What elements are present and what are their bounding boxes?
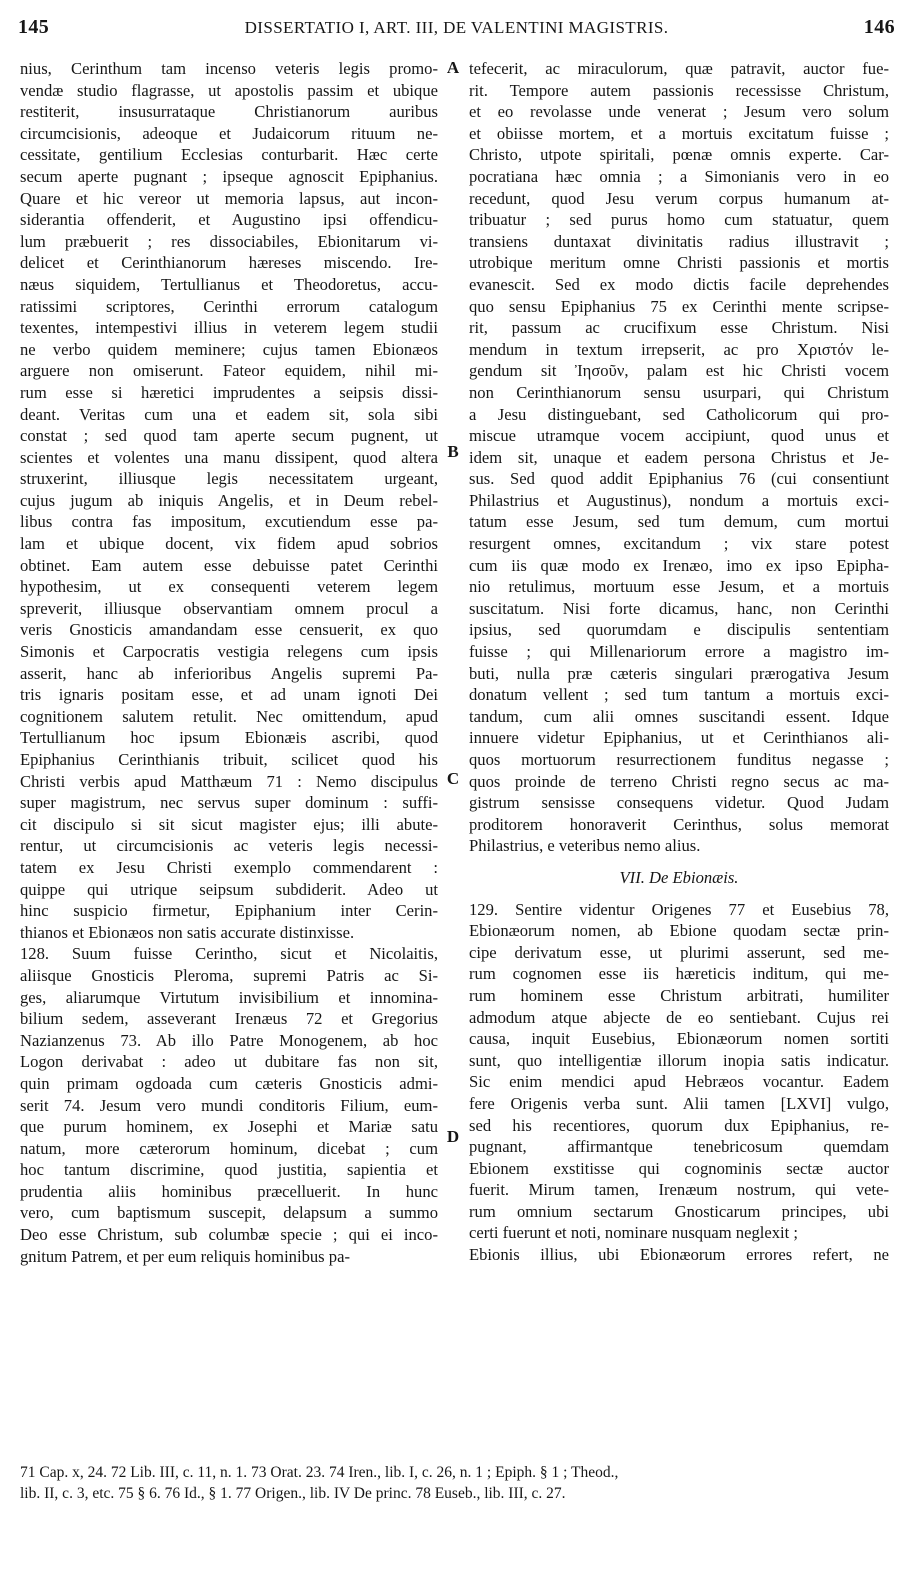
right-column-line: suscitatum. Nisi forte dicamus, hanc, non Cerinthi <box>469 598 889 618</box>
left-column-line: 128. Suum fuisse Cerintho, sicut et Nicolaitis, <box>20 944 438 964</box>
margin-letter-a: A <box>446 58 460 77</box>
right-column-line: pocratiana hæc omnia ; a Simonianis vero in eo <box>469 166 889 186</box>
left-column-line: vero, cum baptismum suscepit, delapsum a summo <box>20 1203 438 1223</box>
left-column-line: natum, more cæterorum hominum, dicebat ; cum <box>20 1138 438 1158</box>
right-column-line: donatum vellent ; sed tum tantum a mortuis exci- <box>469 685 889 705</box>
section-gap <box>469 857 889 867</box>
section-heading: VII. De Ebionæis. <box>619 867 739 887</box>
left-column-line: cessitate, gentilium Ecclesias conturbarit. Hæc certe <box>20 145 438 165</box>
margin-letter-d: D <box>446 1127 460 1146</box>
left-column-line: secum aperte pugnant ; ipseque agnoscit Epiphanius. <box>20 166 438 186</box>
left-column-line: que purum hominem, ex Josephi et Mariæ satu <box>20 1117 438 1137</box>
left-column-line: ne verbo quidem meminere; cujus tamen Ebionæos <box>20 339 438 359</box>
margin-letter-b: B <box>447 442 459 461</box>
right-column-line: mendum in textum irrepserit, ac pro Χριστόν le- <box>469 339 889 359</box>
right-column-line: cipe derivatum esse, ut plurimi asserunt, sed me- <box>469 942 889 962</box>
right-column-line: evanescit. Sed ex modo dictis facile deprehendes <box>469 274 889 294</box>
right-column-line: certi fuerunt et noti, nominare nusquam neglexit ; <box>469 1223 799 1243</box>
left-column-line: serit 74. Jesum vero mundi conditoris Filium, eum- <box>20 1095 438 1115</box>
running-title: DISSERTATIO I, ART. III, DE VALENTINI MAGISTRIS. <box>244 18 669 37</box>
right-column <box>469 58 889 1266</box>
left-column-line: hypothesim, ut ex consequenti veterem legem <box>20 577 438 597</box>
left-column-line: veris Gnosticis amandandam esse censuerit, ex quo <box>20 620 438 640</box>
right-column-line: rum omnium sectarum Gnosticarum principes, ubi <box>469 1201 889 1221</box>
left-column-line: Tertullianum hoc ipsum Ebionæis ascribi, quod <box>20 728 438 748</box>
left-column-line: delicet et Cerinthianorum hæreses miscendo. Ire- <box>20 253 438 273</box>
right-column-line: rum cognomen esse iis hæreticis inditum, qui me- <box>469 964 889 984</box>
right-column-line: fuerit. Mirum tamen, Irenæum nostrum, qui vete- <box>469 1180 889 1200</box>
left-column-line: hoc tantum discrimine, quod justitia, sapientia et <box>20 1160 438 1180</box>
right-column-line: causa, inquit Eusebius, Ebionæorum nomen sortiti <box>469 1029 889 1049</box>
right-column-line: quos proinde de terreno Christi regno secus ac ma- <box>469 771 889 791</box>
left-column-line: lam et ubique docent, vix fidem apud sobrios <box>20 534 438 554</box>
left-column-line: texentes, intempestivi illius in veterem legem studii <box>20 318 438 338</box>
footnotes <box>20 1462 893 1504</box>
left-column-line: tatem ex Jesu Christi exemplo commendarent : <box>20 857 438 877</box>
right-column-line: et obiisse mortem, et a mortuis excitatum fuisse ; <box>469 123 889 143</box>
left-column <box>20 58 438 1267</box>
left-column-line: quippe qui utrique seipsum subdiderit. Adeo ut <box>20 879 438 899</box>
right-column-line: sunt, quo intelligentiæ illorum inopia satis indicatur. <box>469 1050 889 1070</box>
right-column-line: pugnant, affirmantque tenebricosum quemdam <box>469 1137 889 1157</box>
page-header <box>18 16 895 44</box>
left-column-line: prudentia aliis hominibus præcelluerit. In hunc <box>20 1181 438 1201</box>
right-column-line: Ebionem exstitisse qui cognominis sectæ auctor <box>469 1158 889 1178</box>
left-column-line: ratissimi scriptores, Cerinthi errorum catalogum <box>20 296 438 316</box>
left-column-line: Logon derivabat : adeo ut dubitare fas non sit, <box>20 1052 438 1072</box>
left-column-line: siderantia offenderit, et Augustino ipsi offendicu- <box>20 210 438 230</box>
left-column-line: cujus jugum ab iniquis Angelis, et in Deum rebel- <box>20 490 438 510</box>
right-column-line: a Jesu distinguebant, sed Catholicorum qui pro- <box>469 404 889 424</box>
section-gap <box>469 889 889 899</box>
right-column-line: quo sensu Epiphanius 75 ex Cerinthi mente scripse- <box>469 296 889 316</box>
right-column-line: miscue utramque vocem accipiunt, quod unus et <box>469 426 889 446</box>
right-column-line: Philastrius et Augustinus), nondum a mortuis exci- <box>469 490 889 510</box>
left-column-line: Quare et hic vereor ut memoria lapsus, aut incon- <box>20 188 438 208</box>
right-column-line: fere Origenis verba sunt. Alii tamen [LXVI] vulgo, <box>469 1093 889 1113</box>
left-column-line: gnitum Patrem, et per eum reliquis hominibus pa- <box>20 1246 350 1266</box>
left-column-line: nius, Cerinthum tam incenso veteris legis promo- <box>20 59 438 78</box>
right-column-line: cum iis quæ modo ex Irenæo, imo ex ipso Epipha- <box>469 555 889 575</box>
left-column-line: quin primam ogdoada cum cæteris Gnosticis admi- <box>20 1073 438 1093</box>
left-column-line: struxerint, illiusque legis necessitatem urgeant, <box>20 469 438 489</box>
right-column-line: tribuatur ; sed purus homo cum statuatur, quem <box>469 210 889 230</box>
right-column-line: gendum sit Ἰησοῦν, palam est hic Christi vocem <box>469 361 889 381</box>
left-column-line: cognitionem salutem retulit. Nec omittendum, apud <box>20 706 438 726</box>
left-column-line: tris ignaris positam esse, et ad unam ignoti Dei <box>20 685 438 705</box>
left-column-line: obtinet. Eam autem esse debuisse patet Cerinthi <box>20 555 438 575</box>
left-column-line: constat ; sed quod tam aperte secum pugnent, ut <box>20 426 438 446</box>
right-column-line: buti, nulla præ cæteris singulari prærogativa Jesum <box>469 663 889 683</box>
footnote-line: 71 Cap. x, 24. 72 Lib. III, c. 11, n. 1. 73 Orat. 23. 74 Iren., lib. I, c. 26, n. 1 ; Epiph. § 1 ; Theod., <box>20 1464 619 1481</box>
right-column-line: sus. Sed quod addit Epiphanius 76 (cui consentiunt <box>469 469 889 489</box>
right-column-line: rit. Tempore autem passionis recessisse Christum, <box>469 80 889 100</box>
right-column-line: admodum atque abjecte de eo sentiebant. Cujus rei <box>469 1007 889 1027</box>
right-column-line: Philastrius, e veteribus nemo alius. <box>469 836 701 856</box>
right-column-line: Ebionis illius, ubi Ebionæorum errores refert, ne <box>469 1245 889 1265</box>
left-column-line: thianos et Ebionæos non satis accurate distinxisse. <box>20 922 355 942</box>
right-column-line: resurgent omnes, excitandum ; vix stare potest <box>469 534 889 554</box>
footnote-line: lib. II, c. 3, etc. 75 § 6. 76 Id., § 1. 77 Origen., lib. IV De princ. 78 Euseb., lib. III, c. 27. <box>20 1485 566 1502</box>
left-column-line: libus contra fas impositum, excutiendum esse pa- <box>20 512 438 532</box>
left-column-line: ges, aliarumque Virtutum invisibilium et innomina- <box>20 987 438 1007</box>
right-column-line: rum hominem esse Christum arbitrati, humiliter <box>469 985 889 1005</box>
left-column-line: deant. Veritas cum una et eadem sit, sola sibi <box>20 404 438 424</box>
left-column-line: cit discipulo si sit sicut magister ejus; illi abute- <box>20 814 438 834</box>
right-column-line: ipsius, sed quorumdam e discipulis sententiam <box>469 620 889 640</box>
right-column-line: fuisse ; qui Millenariorum errore a magistro im- <box>469 642 889 662</box>
left-column-line: scientes et volentes una manu dissipent, quod altera <box>20 447 438 467</box>
left-column-line: circumcisionis, adeoque et Judaicorum rituum ne- <box>20 123 438 143</box>
right-column-line: gistrum sensisse consequens videtur. Quod Judam <box>469 793 889 813</box>
right-column-line: quos mortuorum resurrectionem funditus negasse ; <box>469 750 889 769</box>
left-column-line: spreverit, illiusque observantiam omnem procul a <box>20 598 438 618</box>
right-column-line: transiens duntaxat divinitatis radius illustravit ; <box>469 231 889 251</box>
right-column-line: nio retulimus, mortuum esse Jesum, et a mortuis <box>469 577 889 597</box>
right-column-line: non Cerinthianorum sensu usurpari, qui Christum <box>469 382 889 402</box>
right-column-line: Ebionæorum nomen, ab Ebione quodam sectæ prin- <box>469 921 889 941</box>
right-column-line: recedunt, quod Jesu verum corpus humanum at- <box>469 188 889 208</box>
left-column-line: bilium sedem, asseverant Irenæus 72 et Gregorius <box>20 1009 438 1029</box>
left-column-line: Christi verbis apud Matthæum 71 : Nemo discipulus <box>20 771 438 791</box>
right-column-line: tefecerit, ac miraculorum, quæ patravit, auctor fue- <box>469 59 889 78</box>
left-column-line: hinc suspicio firmetur, Epiphanium inter Cerin- <box>20 901 438 921</box>
right-column-line: Christo, utpote spiritali, pœnæ omnis experte. Car- <box>469 145 889 165</box>
left-column-line: vendæ studio flagrasse, ut apostolis passim et ubique <box>20 80 438 100</box>
right-column-line: proditorem honoraverit Cerinthus, solus memorat <box>469 814 889 834</box>
right-column-line: rit, passum ac crucifixum esse Christum. Nisi <box>469 318 889 338</box>
page-number-right: 146 <box>863 16 895 38</box>
left-column-line: Epiphanius Cerinthianis tribuit, scilicet quod his <box>20 750 438 769</box>
left-column-line: Simonis et Carpocratis vestigia relegens cum ipsis <box>20 642 438 662</box>
right-column-line: tatum esse Jesum, sed tum demum, cum mortui <box>469 512 889 532</box>
left-column-line: aliisque Gnosticis Pleroma, supremi Patris ac Si- <box>20 965 438 985</box>
left-column-line: super magistrum, nec servus super dominum : suffi- <box>20 793 438 813</box>
right-column-line: 129. Sentire videntur Origenes 77 et Eusebius 78, <box>469 899 889 919</box>
left-column-line: næus siquidem, Tertullianus et Theodoretus, accu- <box>20 274 438 294</box>
right-column-line: et eo revolasse unde venerat ; Jesum vero solum <box>469 102 889 122</box>
right-column-line: Sic enim mendici apud Hebræos vocantur. Eadem <box>469 1072 889 1092</box>
right-column-line: tandum, cum alii omnes suscitandi essent. Idque <box>469 706 889 726</box>
left-column-line: rentur, ut circumcisionis ac veteris legis necessi- <box>20 836 438 856</box>
right-column-line: innuere videtur Epiphanius, ut et Cerinthianos ali- <box>469 728 889 748</box>
left-column-line: lum præbuerit ; res dissociabiles, Ebionitarum vi- <box>20 231 438 251</box>
left-column-line: restiterit, insusurrataque Christianorum auribus <box>20 102 438 122</box>
left-column-line: Nazianzenus 73. Ab illo Patre Monogenem, ab hoc <box>20 1030 438 1050</box>
left-column-line: arguere non omiserunt. Fateor equidem, nihil mi- <box>20 361 438 381</box>
left-column-line: rum esse si hæretici imprudentes a seipsis dissi- <box>20 382 438 402</box>
left-column-line: Deo esse Christum, sub columbæ specie ; qui ei inco- <box>20 1225 438 1245</box>
right-column-line: utrobique meritum omne Christi passionis et mortis <box>469 253 889 273</box>
right-column-line: sed his recentiores, quorum dux Epiphanius, re- <box>469 1115 889 1135</box>
right-column-line: idem sit, unaque et eadem persona Christus et Je- <box>469 447 889 467</box>
margin-letter-c: C <box>446 769 460 788</box>
left-column-line: asserit, hanc ab inferioribus Angelis supremi Pa- <box>20 663 438 683</box>
page-number-left: 145 <box>18 16 50 38</box>
